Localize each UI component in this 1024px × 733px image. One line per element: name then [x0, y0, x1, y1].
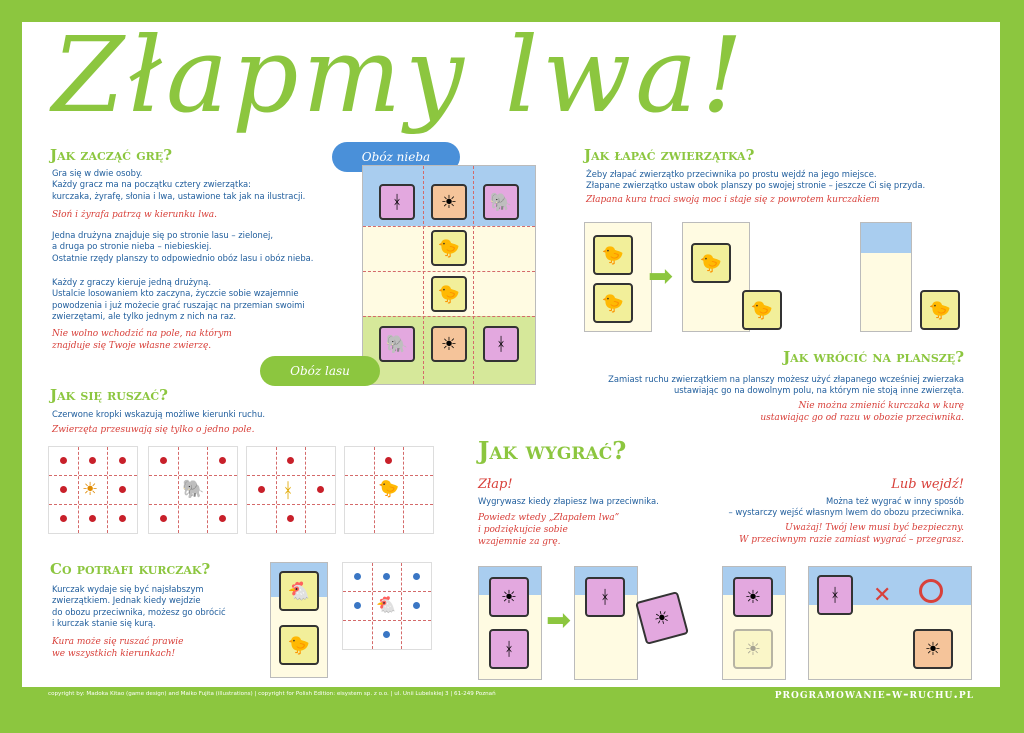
lion-icon: ☀: [82, 479, 99, 500]
move-dot: [219, 515, 226, 522]
move-dot: [317, 486, 324, 493]
grid-line: [49, 475, 137, 476]
start-text-3: [52, 277, 352, 323]
win-enter-board: [722, 566, 786, 680]
move-dot: [385, 457, 392, 464]
chicken-note-line: we wszystkich kierunkach!: [52, 649, 176, 659]
chick-icon: 🐤: [378, 479, 400, 499]
catch-note-line: Powiedz wtedy „Złapałem lwa”: [478, 513, 620, 523]
capture-line: Żeby złapać zwierzątko przeciwnika po prostu wejdź na jego miejsce.: [586, 169, 877, 179]
grid-line: [107, 447, 108, 533]
chicken-line: zwierzątkiem. Jednak kiedy wejdzie: [52, 595, 201, 606]
start-line: powodzenia i już możecie grać ruszając na przemian swoimi: [52, 299, 305, 310]
captured-lion-icon: ☀: [635, 591, 689, 645]
heading-win: Jak wygrać?: [478, 436, 627, 465]
start-line: Każdy z graczy kieruje jedną drużyną.: [52, 277, 212, 287]
lion-icon: ☀: [913, 629, 953, 669]
move-dot: [258, 486, 265, 493]
chicken-promotion-board: [270, 562, 328, 678]
start-line: Ostatnie rzędy planszy to odpowiednio obóz lasu i obóz nieba.: [52, 252, 314, 263]
arrow-right-icon: ➡: [546, 603, 572, 638]
move-dot: [160, 457, 167, 464]
grid-line: [247, 504, 335, 505]
grid-line: [374, 447, 375, 533]
enter-title: Lub wejdź!: [891, 477, 964, 492]
start-line: Gra się w dwie osoby.: [52, 168, 143, 178]
captured-chick-icon: 🐤: [742, 290, 782, 330]
grid-line: [473, 166, 474, 384]
return-text: [544, 374, 964, 397]
move-dot: [60, 457, 67, 464]
start-note-line: znajduje się Twoje własne zwierzę.: [52, 341, 212, 351]
grid-line: [247, 475, 335, 476]
grid-line: [78, 447, 79, 533]
move-dot: [160, 515, 167, 522]
grid-line: [343, 591, 431, 592]
move-dot: [287, 515, 294, 522]
grid-line: [363, 316, 535, 317]
chicken-line: do obozu przeciwnika, możesz go obrócić: [52, 606, 226, 617]
grid-line: [149, 475, 237, 476]
catch-note-line: wzajemnie za grę.: [478, 537, 561, 547]
start-text-1: [52, 168, 352, 202]
win-catch-before: [478, 566, 542, 680]
chicken-text: [52, 584, 252, 630]
demoted-chick-icon: 🐤: [920, 290, 960, 330]
grid-line: [207, 447, 208, 533]
grid-line: [49, 504, 137, 505]
enter-note: [644, 522, 964, 546]
capture-board-hen: [860, 222, 912, 332]
grid-line: [363, 226, 535, 227]
hen-icon: 🐔: [279, 571, 319, 611]
heading-return: Jak wrócić na planszę?: [783, 348, 964, 366]
move-dot: [219, 457, 226, 464]
lion-icon: ☀: [431, 326, 467, 362]
elephant-icon: 🐘: [483, 184, 519, 220]
move-dot: [413, 602, 420, 609]
chicken-line: i kurczak stanie się kurą.: [52, 618, 156, 629]
lion-ghost-icon: ☀: [733, 629, 773, 669]
main-board: [362, 165, 536, 385]
start-note-line: Nie wolno wchodzić na pole, na którym: [52, 329, 232, 339]
grid-line: [149, 504, 237, 505]
return-line: Zamiast ruchu zwierzątkiem na planszy możesz użyć złapanego wcześniej zwierzaka: [608, 374, 964, 384]
circle-icon: [919, 579, 943, 603]
start-line: a druga po stronie nieba – niebieskiej.: [52, 241, 212, 252]
catch-text: Wygrywasz kiedy złapiesz lwa przeciwnika.: [478, 496, 659, 506]
return-note-line: Nie można zmienić kurczaka w kurę: [798, 401, 964, 411]
start-note-1: Słoń i żyrafa patrzą w kierunku lwa.: [52, 210, 218, 220]
hen-icon: 🐔: [376, 595, 396, 614]
return-note: [544, 400, 964, 424]
move-diagram-giraffe: [246, 446, 336, 534]
enter-line: – wystarczy wejść własnym lwem do obozu przeciwnika.: [728, 507, 964, 518]
lion-icon: ☀: [489, 577, 529, 617]
heading-chicken: Co potrafi kurczak?: [50, 560, 211, 578]
move-note: Zwierzęta przesuwają się tylko o jedno pole.: [52, 425, 255, 435]
start-line: kurczaka, żyrafę, słonia i lwa, ustawione tak jak na ilustracji.: [52, 190, 306, 201]
move-dot: [89, 515, 96, 522]
footer-copyright: copyright by: Madoka Kitao (game design) and Maiko Fujita (illustrations) | copyright for Polish Edition: eisystem sp. z o.o. | ul. Unii Lubelskiej 3 | 61-249 Poznań: [48, 691, 496, 697]
move-diagram-chick: [344, 446, 434, 534]
cross-icon: ✕: [873, 583, 892, 608]
heading-move: Jak się ruszać?: [50, 386, 168, 404]
grid-line: [403, 447, 404, 533]
poster: [22, 22, 1000, 705]
chicken-note-line: Kura może się ruszać prawie: [52, 637, 184, 647]
move-dot: [287, 457, 294, 464]
lion-icon: ☀: [431, 184, 467, 220]
return-note-line: ustawiając go od razu w obozie przeciwnika.: [760, 413, 964, 423]
sky-camp-area: [861, 223, 911, 253]
chicken-line: Kurczak wydaje się być najsłabszym: [52, 584, 204, 594]
heading-capture: Jak łapać zwierzątka?: [584, 146, 755, 164]
enter-line: Można też wygrać w inny sposób: [826, 496, 964, 506]
footer-website-link[interactable]: programowanie-w-ruchu.pl: [774, 687, 974, 702]
move-dot: [354, 602, 361, 609]
giraffe-icon: ᚼ: [489, 629, 529, 669]
grid-line: [178, 447, 179, 533]
giraffe-icon: ᚼ: [379, 184, 415, 220]
move-dot: [383, 573, 390, 580]
hen-moves-diagram: [342, 562, 432, 650]
heading-start: Jak zacząć grę?: [50, 146, 172, 164]
catch-note-line: i podziękujcie sobie: [478, 525, 568, 535]
move-dot: [60, 515, 67, 522]
move-dot: [383, 631, 390, 638]
catch-title: Złap!: [478, 477, 513, 492]
move-dot: [119, 486, 126, 493]
elephant-icon: 🐘: [182, 479, 205, 500]
move-dot: [89, 457, 96, 464]
grid-line: [305, 447, 306, 533]
capture-note: Złapana kura traci swoją moc i staje się z powrotem kurczakiem: [586, 195, 880, 205]
move-diagram-elephant: [148, 446, 238, 534]
grid-line: [345, 504, 433, 505]
chick-icon: 🐤: [431, 230, 467, 266]
start-line: Ustalcie losowaniem kto zaczyna, życzcie sobie wzajemnie: [52, 288, 299, 299]
giraffe-icon: ᚼ: [483, 326, 519, 362]
start-line: Jedna drużyna znajduje się po stronie lasu – zielonej,: [52, 230, 273, 240]
page-title: Złapmy lwa!: [52, 22, 748, 136]
chicken-note: [52, 636, 252, 660]
elephant-icon: 🐘: [379, 326, 415, 362]
move-diagram-lion: [48, 446, 138, 534]
giraffe-icon: ᚼ: [585, 577, 625, 617]
start-line: Każdy gracz ma na początku cztery zwierzątka:: [52, 179, 251, 190]
chick-icon: 🐤: [593, 235, 633, 275]
capture-line: Złapane zwierzątko ustaw obok planszy po swojej stronie – jeszcze Ci się przyda.: [586, 180, 926, 191]
lion-icon: ☀: [733, 577, 773, 617]
grid-line: [372, 563, 373, 649]
enter-note-line: Uważaj! Twój lew musi być bezpieczny.: [785, 523, 964, 533]
chick-icon: 🐤: [593, 283, 633, 323]
grid-line: [401, 563, 402, 649]
chick-icon: 🐤: [431, 276, 467, 312]
move-dot: [413, 573, 420, 580]
start-note-2: [52, 328, 352, 352]
grid-line: [345, 475, 433, 476]
move-dot: [60, 486, 67, 493]
move-dot: [119, 457, 126, 464]
arrow-right-icon: ➡: [648, 259, 674, 294]
giraffe-icon: ᚼ: [282, 478, 294, 502]
capture-board-after: [682, 222, 750, 332]
chick-icon: 🐤: [279, 625, 319, 665]
giraffe-icon: ᚼ: [817, 575, 853, 615]
footer: [22, 687, 1000, 705]
move-text: Czerwone kropki wskazują możliwe kierunki ruchu.: [52, 409, 266, 419]
capture-text: [586, 169, 986, 192]
win-catch-after: [574, 566, 638, 680]
return-line: ustawiając go na dowolnym polu, na którym nie stoją inne zwierzęta.: [673, 385, 964, 396]
enter-text: [664, 496, 964, 519]
start-line: zwierzętami, ale tylko jednym z nich na raz.: [52, 311, 237, 322]
enter-note-line: W przeciwnym razie zamiast wygrać – przegrasz.: [739, 535, 964, 545]
forest-camp-cloud: Obóz lasu: [260, 356, 380, 386]
start-text-2: [52, 230, 352, 264]
grid-line: [363, 271, 535, 272]
sky-camp-cloud: Obóz nieba: [332, 142, 460, 172]
win-enter-danger-board: [808, 566, 972, 680]
chick-icon: 🐤: [691, 243, 731, 283]
grid-line: [423, 166, 424, 384]
grid-line: [343, 620, 431, 621]
move-dot: [119, 515, 126, 522]
move-dot: [354, 573, 361, 580]
grid-line: [276, 447, 277, 533]
capture-board-before: [584, 222, 652, 332]
